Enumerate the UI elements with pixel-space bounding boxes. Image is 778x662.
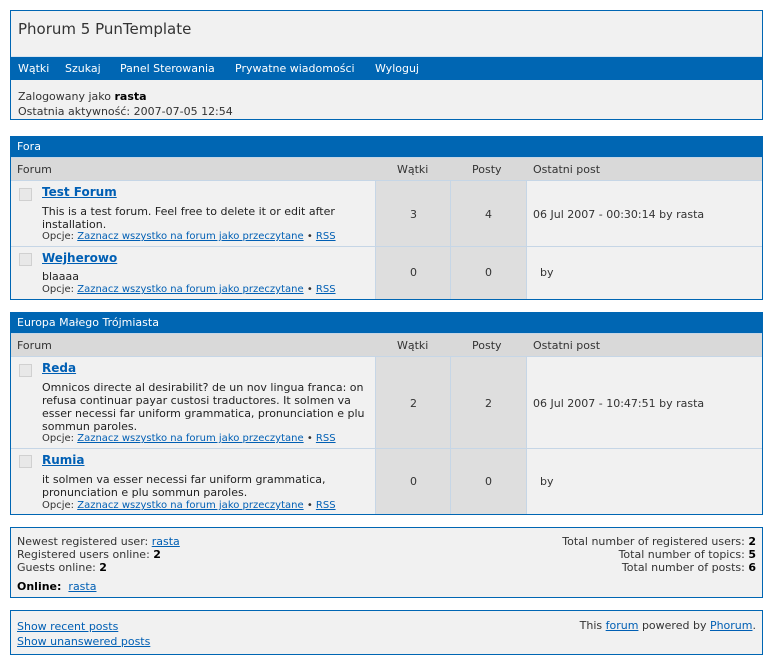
total-topics-count: 5 (748, 548, 756, 561)
forum-icon (19, 364, 32, 377)
threads-count: 0 (410, 266, 417, 279)
threads-cell (375, 357, 451, 448)
rss-link[interactable]: RSS (315, 284, 336, 295)
logged-in-username: rasta (114, 90, 147, 103)
options-label: Opcje: (42, 284, 75, 295)
posts-count: 2 (485, 397, 492, 410)
logged-in-label: Zalogowany jako (18, 90, 111, 103)
options-label: Opcje: (42, 500, 75, 511)
forum-description: it solmen va esser necessi far uniform grammatica, pronunciation e plu sommun paroles. (42, 473, 326, 499)
guests-online-label: Guests online: (17, 561, 96, 574)
nav-private-messages[interactable]: Prywatne wiadomości (235, 62, 355, 75)
forum-icon (19, 455, 32, 468)
threads-count: 2 (410, 397, 417, 410)
threads-cell (375, 247, 451, 299)
posts-count: 0 (485, 266, 492, 279)
forum-row (11, 247, 762, 299)
show-unanswered-posts-link[interactable]: Show unanswered posts (17, 635, 151, 648)
footer-panel (10, 610, 763, 655)
footer-links (17, 619, 150, 649)
col-forum: Forum (17, 163, 52, 176)
nav-control-panel[interactable]: Panel Sterowania (120, 62, 215, 75)
forum-row (11, 181, 762, 247)
powered-end: . (752, 619, 756, 632)
forum-options (42, 284, 336, 295)
stats-left (17, 535, 180, 574)
guests-online-count: 2 (99, 561, 107, 574)
mark-read-link[interactable]: Zaznacz wszystko na forum jako przeczytane (77, 284, 304, 295)
forum-icon (19, 253, 32, 266)
total-posts-label: Total number of posts: (621, 561, 745, 574)
mark-read-link[interactable]: Zaznacz wszystko na forum jako przeczytane (77, 433, 304, 444)
total-users-label: Total number of registered users: (562, 535, 745, 548)
newest-user-label: Newest registered user: (17, 535, 149, 548)
forum-link[interactable]: Test Forum (42, 185, 117, 199)
header-panel (10, 10, 763, 120)
column-header (11, 157, 762, 181)
col-threads: Wątki (397, 339, 429, 352)
last-activity-value: 2007-07-05 12:54 (133, 105, 233, 118)
separator: • (306, 231, 313, 242)
posts-count: 4 (485, 208, 492, 221)
forum-link[interactable]: Reda (42, 361, 77, 375)
separator: • (306, 284, 313, 295)
rss-link[interactable]: RSS (315, 500, 336, 511)
last-post: by (540, 475, 554, 488)
posts-count: 0 (485, 475, 492, 488)
forum-link-footer[interactable]: forum (605, 619, 639, 632)
forum-row (11, 357, 762, 449)
forum-options (42, 433, 336, 444)
nav-search[interactable]: Szukaj (65, 62, 101, 75)
mark-read-link[interactable]: Zaznacz wszystko na forum jako przeczytane (77, 231, 304, 242)
total-topics-label: Total number of topics: (618, 548, 745, 561)
category-title: Europa Małego Trójmiasta (11, 313, 762, 333)
nav-threads[interactable]: Wątki (18, 62, 50, 75)
column-header (11, 333, 762, 357)
posts-cell (450, 449, 527, 514)
last-activity-label: Ostatnia aktywność: (18, 105, 131, 118)
last-post: by (540, 266, 554, 279)
separator: • (306, 500, 313, 511)
options-label: Opcje: (42, 231, 75, 242)
main-navbar (11, 56, 762, 80)
stats-panel (10, 527, 763, 598)
posts-cell (450, 247, 527, 299)
posts-cell (450, 357, 527, 448)
threads-cell (375, 181, 451, 246)
forum-link[interactable]: Rumia (42, 453, 85, 467)
phorum-link[interactable]: Phorum (709, 619, 753, 632)
newest-user-link[interactable]: rasta (151, 535, 180, 548)
col-last-post: Ostatni post (533, 163, 601, 176)
online-user-link[interactable]: rasta (68, 580, 97, 593)
forum-icon (19, 188, 32, 201)
online-users (17, 580, 96, 593)
threads-count: 0 (410, 475, 417, 488)
threads-cell (375, 449, 451, 514)
powered-pre: This (579, 619, 603, 632)
category-europa (10, 312, 763, 515)
registered-online-label: Registered users online: (17, 548, 150, 561)
stats-right (562, 535, 756, 574)
nav-logout[interactable]: Wyloguj (375, 62, 419, 75)
forum-description: Omnicos directe al desirabilit? de un nov lingua franca: on refusa continuar payar custosi traductores. It solmen va esser necessi far uniform grammatica, pronunciation e plu sommun paroles. (42, 381, 365, 433)
category-fora (10, 136, 763, 300)
forum-description: blaaaa (42, 270, 80, 283)
threads-count: 3 (410, 208, 417, 221)
powered-mid: powered by (641, 619, 707, 632)
col-last-post: Ostatni post (533, 339, 601, 352)
forum-description: This is a test forum. Feel free to delete it or edit after installation. (42, 205, 335, 231)
col-posts: Posty (472, 163, 502, 176)
separator: • (306, 433, 313, 444)
user-info (18, 89, 233, 119)
show-recent-posts-link[interactable]: Show recent posts (17, 620, 119, 633)
posts-cell (450, 181, 527, 246)
site-title: Phorum 5 PunTemplate (18, 20, 192, 38)
powered-by (580, 619, 756, 632)
forum-link[interactable]: Wejherowo (42, 251, 118, 265)
col-posts: Posty (472, 339, 502, 352)
col-threads: Wątki (397, 163, 429, 176)
rss-link[interactable]: RSS (315, 231, 336, 242)
last-post: 06 Jul 2007 - 00:30:14 by rasta (533, 208, 705, 221)
category-title: Fora (11, 137, 762, 157)
online-label: Online: (17, 580, 62, 593)
rss-link[interactable]: RSS (315, 433, 336, 444)
total-users-count: 2 (748, 535, 756, 548)
total-posts-count: 6 (748, 561, 756, 574)
registered-online-count: 2 (153, 548, 161, 561)
mark-read-link[interactable]: Zaznacz wszystko na forum jako przeczytane (77, 500, 304, 511)
last-post: 06 Jul 2007 - 10:47:51 by rasta (533, 397, 705, 410)
forum-options (42, 500, 336, 511)
forum-row (11, 449, 762, 514)
forum-options (42, 231, 336, 242)
col-forum: Forum (17, 339, 52, 352)
options-label: Opcje: (42, 433, 75, 444)
